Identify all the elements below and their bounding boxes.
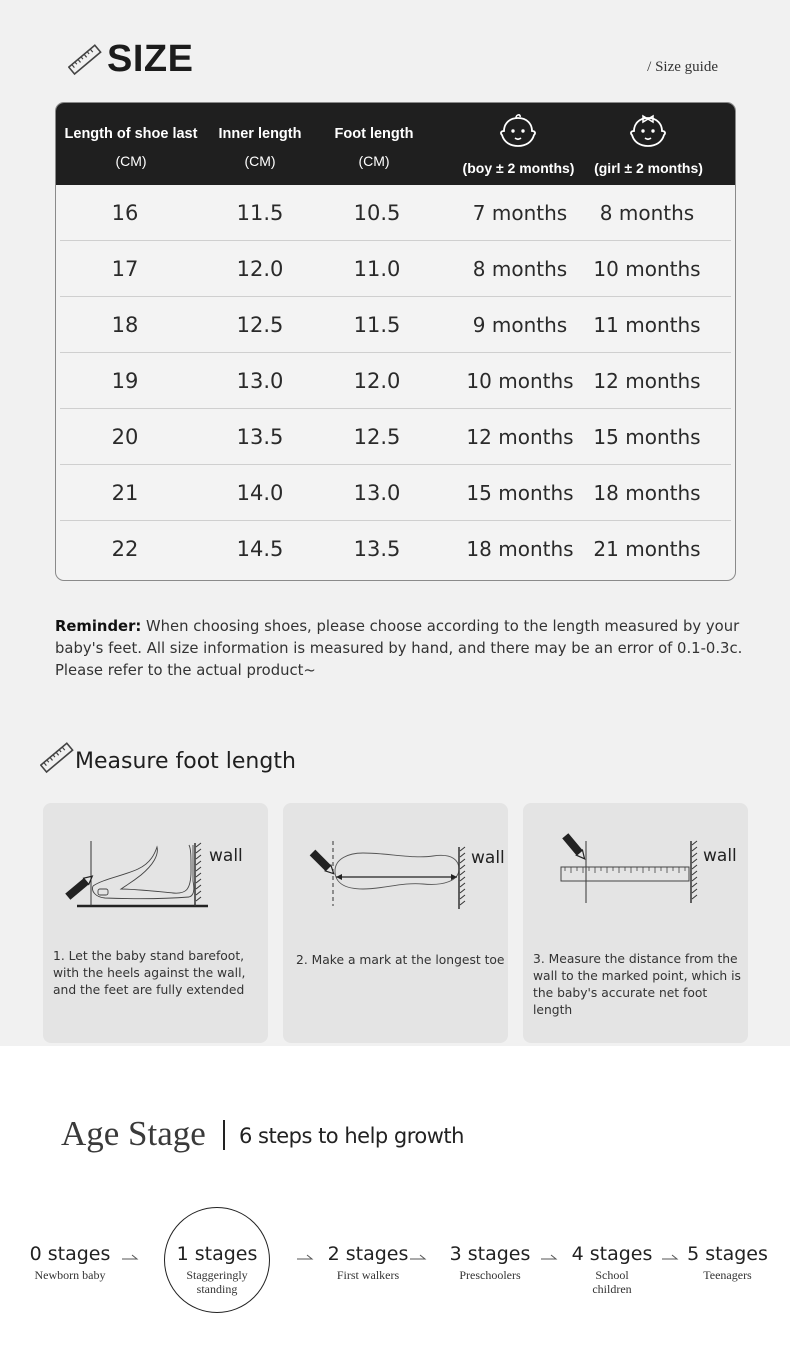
measure-step-card xyxy=(43,803,268,1043)
stage-item-highlighted xyxy=(164,1207,270,1313)
stage-desc: Newborn baby xyxy=(34,1268,106,1282)
stage-item xyxy=(318,1243,418,1282)
cell-girl-age: 15 months xyxy=(593,425,701,449)
arrow-right-icon xyxy=(296,1250,314,1262)
stage-desc: School children xyxy=(592,1268,632,1296)
table-row xyxy=(60,297,731,353)
cell-inner-length: 12.5 xyxy=(236,313,284,337)
size-guide-link[interactable]: / Size guide xyxy=(647,59,718,75)
cell-foot-length: 10.5 xyxy=(353,201,401,225)
step-1-text: 1. Let the baby stand barefoot, with the heels against the wall, and the feet are fully extended xyxy=(53,949,246,997)
cell-boy-age: 10 months xyxy=(466,369,574,393)
arrow-right-icon xyxy=(121,1250,139,1262)
cell-girl-age: 18 months xyxy=(593,481,701,505)
header-unit: (CM) xyxy=(115,153,147,169)
header-girl-age: (girl ± 2 months) xyxy=(594,160,703,176)
cell-shoe-last: 18 xyxy=(111,313,139,337)
stage-name: 4 stages xyxy=(571,1243,653,1265)
cell-inner-length: 14.0 xyxy=(236,481,284,505)
cell-foot-length: 12.0 xyxy=(353,369,401,393)
mark-longest-toe-illustration xyxy=(283,831,508,921)
stage-desc: Preschoolers xyxy=(459,1268,521,1282)
measure-step-card xyxy=(283,803,508,1043)
cell-shoe-last: 22 xyxy=(111,537,139,561)
stage-name: 3 stages xyxy=(449,1243,531,1265)
ruler-icon xyxy=(40,741,74,775)
measure-title: Measure foot length xyxy=(75,749,296,774)
stage-name: 1 stages xyxy=(176,1243,258,1265)
step-2-text: 2. Make a mark at the longest toe xyxy=(296,953,505,967)
table-row xyxy=(60,465,731,521)
stage-name: 0 stages xyxy=(29,1243,111,1265)
header-inner-length: Inner length (CM) xyxy=(206,121,314,175)
header-foot-length: Foot length (CM) xyxy=(314,121,434,175)
measure-distance-illustration xyxy=(523,831,748,921)
reminder-body: When choosing shoes, please choose according to the length measured by your baby's feet. All size information is measured by hand, and there may be an error of 0.1-0.3c. Please refer to the actual product~ xyxy=(55,618,743,679)
table-row xyxy=(60,241,731,297)
stage-name: 5 stages xyxy=(687,1243,768,1265)
cell-foot-length: 11.5 xyxy=(353,313,401,337)
wall-label: wall xyxy=(209,846,243,866)
step-3-text: 3. Measure the distance from the wall to the marked point, which is the baby's accurate net foot length xyxy=(533,952,741,1017)
cell-boy-age: 8 months xyxy=(472,257,568,281)
cell-inner-length: 14.5 xyxy=(236,537,284,561)
cell-girl-age: 21 months xyxy=(593,537,701,561)
cell-inner-length: 13.0 xyxy=(236,369,284,393)
stage-item xyxy=(680,1243,775,1282)
baby-girl-icon xyxy=(629,112,667,150)
baby-boy-icon xyxy=(499,112,537,150)
cell-shoe-last: 20 xyxy=(111,425,139,449)
age-stage-subtitle: 6 steps to help growth xyxy=(239,1124,464,1148)
cell-girl-age: 10 months xyxy=(593,257,701,281)
table-row xyxy=(60,353,731,409)
cell-boy-age: 7 months xyxy=(472,201,568,225)
header-shoe-last: Length of shoe last (CM) xyxy=(56,121,206,175)
size-table xyxy=(55,102,736,581)
cell-foot-length: 12.5 xyxy=(353,425,401,449)
cell-shoe-last: 19 xyxy=(111,369,139,393)
foot-against-wall-illustration xyxy=(43,831,268,921)
wall-label: wall xyxy=(703,846,737,866)
stage-desc: Teenagers xyxy=(703,1268,752,1282)
reminder-label: Reminder: xyxy=(55,618,142,635)
cell-girl-age: 11 months xyxy=(593,313,701,337)
cell-girl-age: 12 months xyxy=(593,369,701,393)
header-unit: (CM) xyxy=(244,153,276,169)
wall-label: wall xyxy=(471,848,505,868)
stage-desc: First walkers xyxy=(336,1268,400,1282)
cell-inner-length: 13.5 xyxy=(236,425,284,449)
cell-girl-age: 8 months xyxy=(599,201,695,225)
reminder-text xyxy=(55,616,745,682)
cell-boy-age: 18 months xyxy=(466,537,574,561)
cell-foot-length: 11.0 xyxy=(353,257,401,281)
cell-boy-age: 9 months xyxy=(472,313,568,337)
table-row xyxy=(60,409,731,465)
header-boy-age: (boy ± 2 months) xyxy=(462,160,575,176)
measure-step-card xyxy=(523,803,748,1043)
cell-inner-length: 12.0 xyxy=(236,257,284,281)
header-unit: (CM) xyxy=(358,153,390,169)
stage-item xyxy=(20,1243,120,1282)
stage-desc: Staggeringly standing xyxy=(186,1268,248,1296)
arrow-right-icon xyxy=(540,1250,558,1262)
arrow-right-icon xyxy=(409,1250,427,1262)
table-header xyxy=(56,103,735,185)
size-title: SIZE xyxy=(107,38,194,80)
cell-shoe-last: 21 xyxy=(111,481,139,505)
cell-foot-length: 13.5 xyxy=(353,537,401,561)
table-row xyxy=(60,185,731,241)
cell-foot-length: 13.0 xyxy=(353,481,401,505)
cell-boy-age: 12 months xyxy=(466,425,574,449)
age-stage-title: Age Stage xyxy=(61,1114,206,1153)
table-row xyxy=(60,521,731,577)
stage-name: 2 stages xyxy=(327,1243,409,1265)
cell-shoe-last: 17 xyxy=(111,257,139,281)
ruler-icon xyxy=(68,44,102,76)
cell-boy-age: 15 months xyxy=(466,481,574,505)
stage-item xyxy=(440,1243,540,1282)
cell-inner-length: 11.5 xyxy=(236,201,284,225)
cell-shoe-last: 16 xyxy=(111,201,139,225)
arrow-right-icon xyxy=(661,1250,679,1262)
stage-item xyxy=(562,1243,662,1296)
title-divider xyxy=(223,1120,225,1150)
